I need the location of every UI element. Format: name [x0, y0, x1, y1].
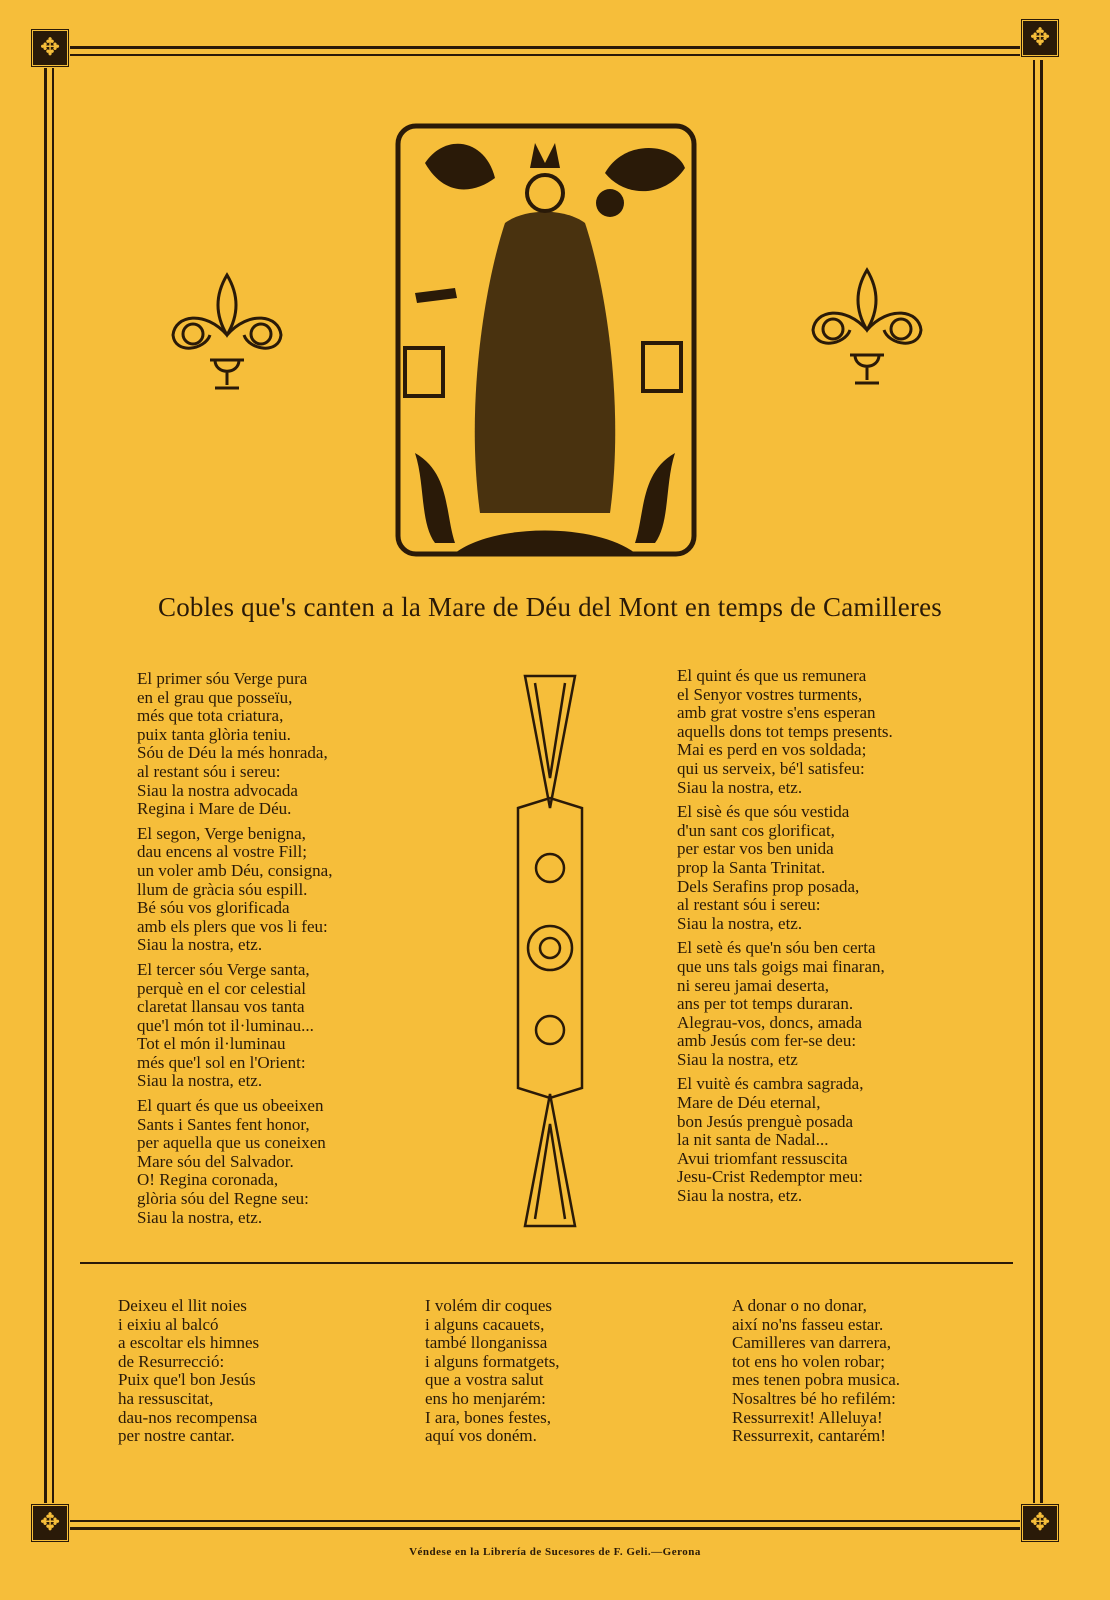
- verse-line: Siau la nostra, etz.: [677, 1186, 803, 1206]
- verse-line: Alegrau-vos, doncs, amada: [677, 1012, 863, 1032]
- verse-line: perquè en el cor celestial: [137, 978, 306, 998]
- verse-column-right: [677, 667, 893, 1212]
- verse-line: I volém dir coques: [425, 1296, 552, 1315]
- verse-line: tot ens ho volen robar;: [732, 1351, 885, 1371]
- verse-line: O! Regina coronada,: [137, 1170, 279, 1190]
- verse-line: Mare de Déu eternal,: [677, 1093, 821, 1113]
- verse-line: ens ho menjarém:: [425, 1388, 546, 1408]
- verse-line: Mai es perd en vos soldada;: [677, 740, 867, 760]
- corner-ornament-icon: [30, 1503, 70, 1543]
- verse-line: en el grau que posseïu,: [137, 687, 293, 707]
- verse-line: aquí vos doném.: [425, 1426, 537, 1446]
- verse-line: Tot el món il·luminau: [137, 1034, 286, 1054]
- verse-line: i alguns cacauets,: [425, 1314, 545, 1334]
- verse-line: i alguns formatgets,: [425, 1351, 560, 1371]
- verse-line: llum de gràcia sóu espill.: [137, 879, 308, 899]
- verse-line: Bé sóu vos glorificada: [137, 898, 290, 918]
- central-ornament-icon: [510, 668, 590, 1234]
- verse-line: dau-nos recompensa: [118, 1407, 258, 1427]
- verse-line: El tercer sóu Verge santa,: [137, 959, 310, 979]
- stanza: [137, 1097, 332, 1227]
- verse-line: Nosaltres bé ho refilém:: [732, 1388, 896, 1408]
- verse-line: Sóu de Déu la més honrada,: [137, 743, 328, 763]
- verse-line: més que'l sol en l'Orient:: [137, 1052, 306, 1072]
- verse-line: Jesu-Crist Redemptor meu:: [677, 1167, 864, 1187]
- verse-line: Siau la nostra, etz: [677, 1049, 798, 1069]
- verse-line: ni sereu jamai deserta,: [677, 975, 829, 995]
- verse-line: Puix que'l bon Jesús: [118, 1370, 256, 1390]
- verse-line: puix tanta glòria teniu.: [137, 724, 291, 744]
- verse-line: a escoltar els himnes: [118, 1333, 260, 1353]
- woodcut-illustration: [395, 123, 697, 557]
- stanza: [677, 1075, 893, 1205]
- verse-line: per aquella que us coneixen: [137, 1133, 326, 1153]
- verse-line: ha ressuscitat,: [118, 1388, 214, 1408]
- fleuron-right-icon: [805, 265, 930, 390]
- stanza: [137, 961, 332, 1091]
- verse-line: bon Jesús prenguè posada: [677, 1111, 854, 1131]
- verse-line: El quart és que us obeeixen: [137, 1096, 324, 1116]
- verse-line: glòria sóu del Regne seu:: [137, 1189, 309, 1209]
- verse-line: així no'ns fasseu estar.: [732, 1314, 884, 1334]
- verse-line: prop la Santa Trinitat.: [677, 857, 826, 877]
- section-divider: [80, 1262, 1013, 1264]
- verse-line: al restant sóu i sereu:: [677, 895, 821, 915]
- verse-line: Camilleres van darrera,: [732, 1333, 892, 1353]
- verse-line: Ressurrexit! Alleluya!: [732, 1407, 883, 1427]
- verse-line: El quint és que us remunera: [677, 666, 867, 685]
- verse-line: amb els plers que vos li feu:: [137, 916, 328, 936]
- verse-line: que a vostra salut: [425, 1370, 544, 1390]
- verse-line: Siau la nostra, etz.: [677, 913, 803, 933]
- verse-line: al restant sóu i sereu:: [137, 761, 281, 781]
- verse-line: la nit santa de Nadal...: [677, 1130, 829, 1150]
- verse-line: El setè és que'n sóu ben certa: [677, 938, 876, 958]
- verse-line: qui us serveix, bé'l satisfeu:: [677, 758, 865, 778]
- verse-line: Siau la nostra, etz.: [137, 1207, 263, 1227]
- verse-line: que uns tals goigs mai finaran,: [677, 956, 885, 976]
- verse-line: un voler amb Déu, consigna,: [137, 860, 333, 880]
- verse-line: Siau la nostra, etz.: [137, 1071, 263, 1091]
- stanza: [677, 667, 893, 797]
- verse-line: I ara, bones festes,: [425, 1407, 552, 1427]
- corner-ornament-icon: [30, 28, 70, 68]
- verse-line: Sants i Santes fent honor,: [137, 1114, 310, 1134]
- stanza: [677, 939, 893, 1069]
- verse-line: de Resurrecció:: [118, 1351, 225, 1371]
- bottom-verse-column-1: [118, 1297, 259, 1446]
- verse-line: Siau la nostra advocada: [137, 780, 298, 800]
- fleuron-left-icon: [165, 270, 290, 395]
- verse-line: El segon, Verge benigna,: [137, 823, 306, 843]
- verse-line: mes tenen pobra musica.: [732, 1370, 901, 1390]
- verse-line: que'l món tot il·luminau...: [137, 1015, 314, 1035]
- verse-line: Ressurrexit, cantarém!: [732, 1426, 886, 1446]
- verse-line: Avui triomfant ressuscita: [677, 1148, 848, 1168]
- verse-line: el Senyor vostres turments,: [677, 684, 863, 704]
- verse-line: claretat llansau vos tanta: [137, 997, 305, 1017]
- verse-line: aquells dons tot temps presents.: [677, 721, 893, 741]
- verse-line: amb Jesús com fer-se deu:: [677, 1031, 857, 1051]
- stanza: [137, 670, 332, 819]
- corner-ornament-icon: [1020, 18, 1060, 58]
- verse-line: per nostre cantar.: [118, 1426, 235, 1446]
- verse-line: amb grat vostre s'ens esperan: [677, 703, 876, 723]
- verse-line: Deixeu el llit noies: [118, 1296, 247, 1315]
- verse-line: El vuitè és cambra sagrada,: [677, 1074, 864, 1094]
- verse-line: Regina i Mare de Déu.: [137, 799, 292, 819]
- verse-line: d'un sant cos glorificat,: [677, 820, 835, 840]
- document-title: Cobles que's canten a la Mare de Déu del Mont en temps de Camilleres: [158, 592, 942, 622]
- verse-line: El sisè és que sóu vestida: [677, 802, 850, 822]
- bottom-verse-column-3: [732, 1297, 900, 1446]
- stanza: [677, 803, 893, 933]
- verse-column-left: [137, 670, 332, 1233]
- bottom-verse-column-2: [425, 1297, 560, 1446]
- verse-line: Mare sóu del Salvador.: [137, 1151, 294, 1171]
- corner-ornament-icon: [1020, 1503, 1060, 1543]
- printer-imprint: Véndese en la Librería de Sucesores de F. Geli.—Gerona: [409, 1546, 701, 1558]
- verse-line: Siau la nostra, etz.: [137, 935, 263, 955]
- verse-line: Siau la nostra, etz.: [677, 777, 803, 797]
- verse-line: també llonganissa: [425, 1333, 548, 1353]
- verse-line: El primer sóu Verge pura: [137, 669, 308, 688]
- verse-line: més que tota criatura,: [137, 706, 284, 726]
- verse-line: Dels Serafins prop posada,: [677, 876, 860, 896]
- verse-line: A donar o no donar,: [732, 1296, 867, 1315]
- verse-line: per estar vos ben unida: [677, 839, 834, 859]
- verse-line: ans per tot temps duraran.: [677, 994, 854, 1014]
- verse-line: i eixiu al balcó: [118, 1314, 219, 1334]
- stanza: [137, 825, 332, 955]
- verse-line: dau encens al vostre Fill;: [137, 842, 307, 862]
